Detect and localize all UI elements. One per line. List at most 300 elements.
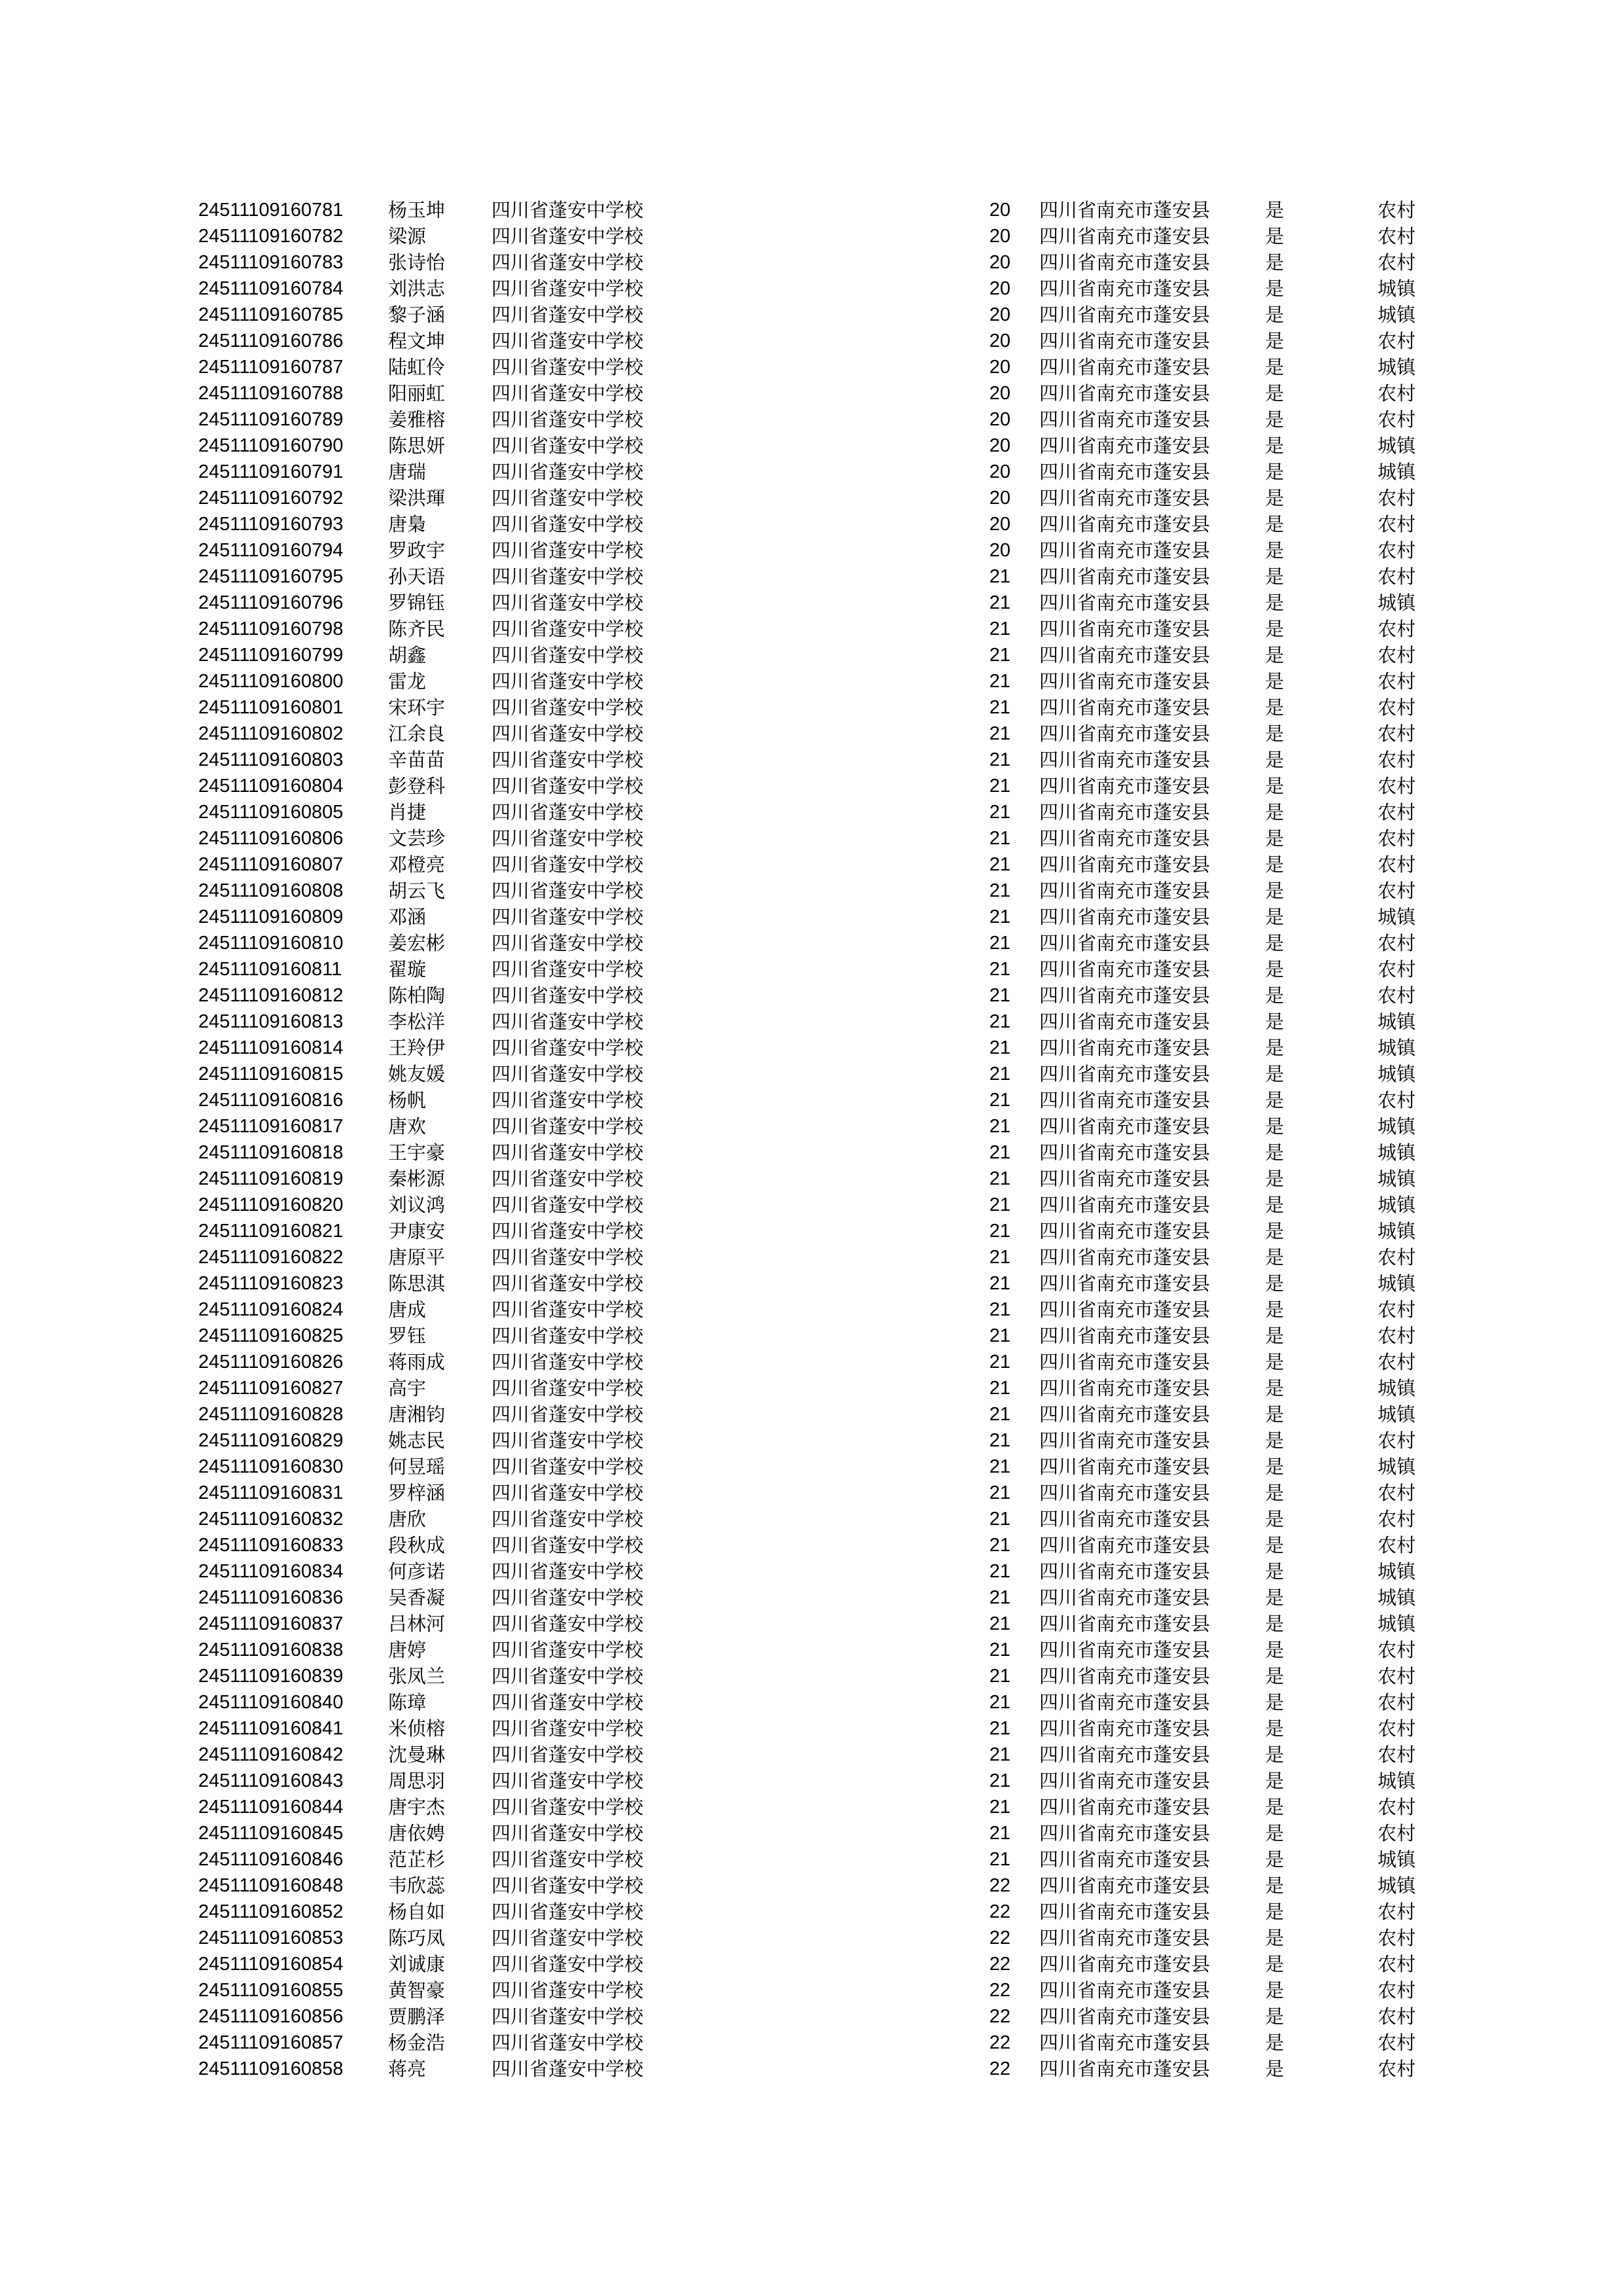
age-cell: 21 — [989, 880, 1010, 901]
age-cell: 21 — [989, 1797, 1010, 1818]
status-cell: 是 — [1265, 1979, 1285, 2001]
status-cell: 是 — [1265, 304, 1285, 326]
table-row — [198, 878, 1416, 904]
age-cell: 20 — [989, 435, 1010, 456]
age-cell: 21 — [989, 1352, 1010, 1372]
table-row — [198, 590, 1416, 616]
residence-type-cell: 农村 — [1377, 1901, 1416, 1923]
student-name-cell: 何昱瑶 — [388, 1456, 446, 1478]
residence-type-cell: 农村 — [1377, 827, 1416, 850]
region-cell: 四川省南充市蓬安县 — [1039, 1796, 1211, 1818]
table-row — [198, 328, 1416, 354]
school-cell: 四川省蓬安中学校 — [491, 906, 644, 928]
status-cell: 是 — [1265, 2058, 1285, 2080]
residence-type-cell: 农村 — [1377, 199, 1416, 221]
region-cell: 四川省南充市蓬安县 — [1039, 278, 1211, 300]
status-cell: 是 — [1265, 1351, 1285, 1373]
residence-type-cell: 农村 — [1377, 330, 1416, 352]
school-cell: 四川省蓬安中学校 — [491, 801, 644, 823]
school-cell: 四川省蓬安中学校 — [491, 1429, 644, 1452]
exam-number-cell: 24511109160840 — [198, 1692, 344, 1713]
region-cell: 四川省南充市蓬安县 — [1039, 330, 1211, 352]
age-cell: 21 — [989, 1456, 1010, 1477]
school-cell: 四川省蓬安中学校 — [491, 1901, 644, 1923]
region-cell: 四川省南充市蓬安县 — [1039, 906, 1211, 928]
age-cell: 21 — [989, 1509, 1010, 1530]
student-name-cell: 蒋雨成 — [388, 1351, 446, 1373]
school-cell: 四川省蓬安中学校 — [491, 1246, 644, 1268]
status-cell: 是 — [1265, 723, 1285, 745]
student-name-cell: 雷龙 — [388, 670, 427, 692]
table-row — [198, 276, 1416, 302]
region-cell: 四川省南充市蓬安县 — [1039, 1613, 1211, 1635]
school-cell: 四川省蓬安中学校 — [491, 592, 644, 614]
school-cell: 四川省蓬安中学校 — [491, 618, 644, 640]
age-cell: 21 — [989, 1823, 1010, 1844]
region-cell: 四川省南充市蓬安县 — [1039, 932, 1211, 954]
student-name-cell: 吴香凝 — [388, 1587, 446, 1609]
student-name-cell: 唐欣 — [388, 1508, 427, 1530]
residence-type-cell: 农村 — [1377, 1299, 1416, 1321]
residence-type-cell: 城镇 — [1377, 1220, 1416, 1242]
school-cell: 四川省蓬安中学校 — [491, 356, 644, 378]
table-row — [198, 1977, 1416, 2003]
age-cell: 21 — [989, 645, 1010, 666]
table-row — [198, 197, 1416, 223]
region-cell: 四川省南充市蓬安县 — [1039, 304, 1211, 326]
exam-number-cell: 24511109160796 — [198, 592, 344, 613]
table-row — [198, 668, 1416, 694]
age-cell: 21 — [989, 1064, 1010, 1085]
exam-number-cell: 24511109160792 — [198, 488, 344, 509]
table-row — [198, 1218, 1416, 1244]
student-name-cell: 唐欢 — [388, 1115, 427, 1138]
school-cell: 四川省蓬安中学校 — [491, 2032, 644, 2054]
student-name-cell: 陈璋 — [388, 1691, 427, 1713]
region-cell: 四川省南充市蓬安县 — [1039, 1403, 1211, 1426]
exam-number-cell: 24511109160825 — [198, 1325, 344, 1346]
residence-type-cell: 农村 — [1377, 1325, 1416, 1347]
student-name-cell: 尹康安 — [388, 1220, 446, 1242]
status-cell: 是 — [1265, 1796, 1285, 1818]
student-name-cell: 唐瑞 — [388, 461, 427, 483]
age-cell: 20 — [989, 488, 1010, 509]
exam-number-cell: 24511109160839 — [198, 1666, 344, 1687]
school-cell: 四川省蓬安中学校 — [491, 278, 644, 300]
status-cell: 是 — [1265, 1587, 1285, 1609]
residence-type-cell: 农村 — [1377, 539, 1416, 562]
status-cell: 是 — [1265, 670, 1285, 692]
table-row — [198, 721, 1416, 747]
exam-number-cell: 24511109160788 — [198, 383, 344, 404]
exam-number-cell: 24511109160855 — [198, 1980, 344, 2001]
age-cell: 22 — [989, 2006, 1010, 2027]
residence-type-cell: 城镇 — [1377, 1011, 1416, 1033]
region-cell: 四川省南充市蓬安县 — [1039, 1848, 1211, 1871]
residence-type-cell: 农村 — [1377, 853, 1416, 876]
region-cell: 四川省南充市蓬安县 — [1039, 880, 1211, 902]
status-cell: 是 — [1265, 749, 1285, 771]
school-cell: 四川省蓬安中学校 — [491, 1665, 644, 1687]
residence-type-cell: 城镇 — [1377, 1848, 1416, 1871]
student-name-cell: 陈齐民 — [388, 618, 446, 640]
school-cell: 四川省蓬安中学校 — [491, 539, 644, 562]
region-cell: 四川省南充市蓬安县 — [1039, 539, 1211, 562]
region-cell: 四川省南充市蓬安县 — [1039, 1272, 1211, 1295]
region-cell: 四川省南充市蓬安县 — [1039, 1115, 1211, 1138]
exam-number-cell: 24511109160784 — [198, 278, 344, 299]
school-cell: 四川省蓬安中学校 — [491, 827, 644, 850]
residence-type-cell: 城镇 — [1377, 1403, 1416, 1426]
age-cell: 21 — [989, 1430, 1010, 1451]
age-cell: 22 — [989, 2032, 1010, 2053]
table-row — [198, 1846, 1416, 1873]
region-cell: 四川省南充市蓬安县 — [1039, 565, 1211, 588]
student-name-cell: 段秋成 — [388, 1534, 446, 1556]
table-row — [198, 773, 1416, 799]
exam-number-cell: 24511109160856 — [198, 2006, 344, 2027]
residence-type-cell: 农村 — [1377, 1822, 1416, 1844]
student-name-cell: 宋环宇 — [388, 696, 446, 719]
exam-number-cell: 24511109160804 — [198, 776, 344, 797]
region-cell: 四川省南充市蓬安县 — [1039, 592, 1211, 614]
exam-number-cell: 24511109160819 — [198, 1168, 344, 1189]
age-cell: 21 — [989, 1142, 1010, 1163]
region-cell: 四川省南充市蓬安县 — [1039, 2058, 1211, 2080]
region-cell: 四川省南充市蓬安县 — [1039, 199, 1211, 221]
table-row — [198, 511, 1416, 537]
status-cell: 是 — [1265, 1194, 1285, 1216]
age-cell: 21 — [989, 1090, 1010, 1111]
age-cell: 22 — [989, 1980, 1010, 2001]
student-name-cell: 沈曼琳 — [388, 1744, 446, 1766]
age-cell: 21 — [989, 1666, 1010, 1687]
region-cell: 四川省南充市蓬安县 — [1039, 618, 1211, 640]
status-cell: 是 — [1265, 1901, 1285, 1923]
student-name-cell: 彭登科 — [388, 775, 446, 797]
age-cell: 21 — [989, 1037, 1010, 1058]
student-name-cell: 孙天语 — [388, 565, 446, 588]
status-cell: 是 — [1265, 1508, 1285, 1530]
region-cell: 四川省南充市蓬安县 — [1039, 1508, 1211, 1530]
status-cell: 是 — [1265, 1115, 1285, 1138]
age-cell: 20 — [989, 304, 1010, 325]
status-cell: 是 — [1265, 199, 1285, 221]
student-name-cell: 唐宇杰 — [388, 1796, 446, 1818]
region-cell: 四川省南充市蓬安县 — [1039, 382, 1211, 404]
exam-number-cell: 24511109160817 — [198, 1116, 344, 1137]
student-name-cell: 米侦榕 — [388, 1717, 446, 1740]
student-name-cell: 刘洪志 — [388, 278, 446, 300]
status-cell: 是 — [1265, 1141, 1285, 1164]
exam-number-cell: 24511109160846 — [198, 1849, 344, 1870]
exam-number-cell: 24511109160810 — [198, 933, 344, 954]
residence-type-cell: 城镇 — [1377, 592, 1416, 614]
table-row — [198, 747, 1416, 773]
residence-type-cell: 农村 — [1377, 984, 1416, 1007]
exam-number-cell: 24511109160809 — [198, 906, 344, 927]
age-cell: 21 — [989, 1221, 1010, 1242]
residence-type-cell: 农村 — [1377, 513, 1416, 535]
student-name-cell: 高宇 — [388, 1377, 427, 1399]
region-cell: 四川省南充市蓬安县 — [1039, 1639, 1211, 1661]
region-cell: 四川省南充市蓬安县 — [1039, 487, 1211, 509]
residence-type-cell: 农村 — [1377, 1351, 1416, 1373]
table-row — [198, 1244, 1416, 1270]
student-name-cell: 罗钰 — [388, 1325, 427, 1347]
age-cell: 21 — [989, 1561, 1010, 1582]
age-cell: 21 — [989, 592, 1010, 613]
student-name-cell: 杨自如 — [388, 1901, 446, 1923]
status-cell: 是 — [1265, 775, 1285, 797]
student-name-cell: 杨玉坤 — [388, 199, 446, 221]
student-name-cell: 张凤兰 — [388, 1665, 446, 1687]
region-cell: 四川省南充市蓬安县 — [1039, 1744, 1211, 1766]
status-cell: 是 — [1265, 382, 1285, 404]
student-name-cell: 唐原平 — [388, 1246, 446, 1268]
student-name-cell: 刘议鸿 — [388, 1194, 446, 1216]
school-cell: 四川省蓬安中学校 — [491, 696, 644, 719]
student-name-cell: 陈思妍 — [388, 435, 446, 457]
residence-type-cell: 城镇 — [1377, 1037, 1416, 1059]
exam-number-cell: 24511109160822 — [198, 1247, 344, 1268]
table-row — [198, 1349, 1416, 1375]
region-cell: 四川省南充市蓬安县 — [1039, 670, 1211, 692]
region-cell: 四川省南充市蓬安县 — [1039, 1901, 1211, 1923]
residence-type-cell: 农村 — [1377, 382, 1416, 404]
region-cell: 四川省南充市蓬安县 — [1039, 1141, 1211, 1164]
region-cell: 四川省南充市蓬安县 — [1039, 1482, 1211, 1504]
table-row — [198, 1454, 1416, 1480]
exam-number-cell: 24511109160836 — [198, 1587, 344, 1608]
region-cell: 四川省南充市蓬安县 — [1039, 1299, 1211, 1321]
student-name-cell: 陈柏陶 — [388, 984, 446, 1007]
region-cell: 四川省南充市蓬安县 — [1039, 1927, 1211, 1949]
table-row — [198, 2030, 1416, 2056]
region-cell: 四川省南充市蓬安县 — [1039, 1194, 1211, 1216]
residence-type-cell: 农村 — [1377, 251, 1416, 274]
status-cell: 是 — [1265, 1874, 1285, 1897]
table-row — [198, 1087, 1416, 1113]
table-row — [198, 1323, 1416, 1349]
school-cell: 四川省蓬安中学校 — [491, 1691, 644, 1713]
table-row — [198, 564, 1416, 590]
table-row — [198, 799, 1416, 825]
table-row — [198, 956, 1416, 982]
residence-type-cell: 农村 — [1377, 932, 1416, 954]
table-row — [198, 1585, 1416, 1611]
residence-type-cell: 城镇 — [1377, 1194, 1416, 1216]
student-name-cell: 阳丽虹 — [388, 382, 446, 404]
region-cell: 四川省南充市蓬安县 — [1039, 1979, 1211, 2001]
status-cell: 是 — [1265, 1927, 1285, 1949]
student-name-cell: 文芸珍 — [388, 827, 446, 850]
table-row — [198, 1035, 1416, 1061]
student-name-cell: 周思羽 — [388, 1770, 446, 1792]
table-row — [198, 1506, 1416, 1532]
exam-number-cell: 24511109160823 — [198, 1273, 344, 1294]
status-cell: 是 — [1265, 461, 1285, 483]
residence-type-cell: 农村 — [1377, 1089, 1416, 1111]
school-cell: 四川省蓬安中学校 — [491, 1482, 644, 1504]
exam-number-cell: 24511109160837 — [198, 1613, 344, 1634]
table-row — [198, 459, 1416, 485]
status-cell: 是 — [1265, 592, 1285, 614]
status-cell: 是 — [1265, 1717, 1285, 1740]
table-row — [198, 1401, 1416, 1427]
student-name-cell: 姜雅榕 — [388, 408, 446, 431]
residence-type-cell: 农村 — [1377, 1534, 1416, 1556]
age-cell: 21 — [989, 723, 1010, 744]
residence-type-cell: 农村 — [1377, 1639, 1416, 1661]
residence-type-cell: 农村 — [1377, 487, 1416, 509]
residence-type-cell: 城镇 — [1377, 435, 1416, 457]
status-cell: 是 — [1265, 618, 1285, 640]
exam-number-cell: 24511109160789 — [198, 409, 344, 430]
student-name-cell: 黎子涵 — [388, 304, 446, 326]
student-name-cell: 肖捷 — [388, 801, 427, 823]
school-cell: 四川省蓬安中学校 — [491, 251, 644, 274]
region-cell: 四川省南充市蓬安县 — [1039, 827, 1211, 850]
status-cell: 是 — [1265, 1953, 1285, 1975]
exam-number-cell: 24511109160783 — [198, 252, 344, 273]
table-row — [198, 1925, 1416, 1951]
age-cell: 21 — [989, 1482, 1010, 1503]
school-cell: 四川省蓬安中学校 — [491, 1220, 644, 1242]
region-cell: 四川省南充市蓬安县 — [1039, 1063, 1211, 1085]
exam-number-cell: 24511109160814 — [198, 1037, 344, 1058]
region-cell: 四川省南充市蓬安县 — [1039, 513, 1211, 535]
table-row — [198, 1113, 1416, 1139]
region-cell: 四川省南充市蓬安县 — [1039, 1089, 1211, 1111]
exam-number-cell: 24511109160844 — [198, 1797, 344, 1818]
school-cell: 四川省蓬安中学校 — [491, 723, 644, 745]
school-cell: 四川省蓬安中学校 — [491, 1534, 644, 1556]
region-cell: 四川省南充市蓬安县 — [1039, 853, 1211, 876]
student-name-cell: 胡云飞 — [388, 880, 446, 902]
status-cell: 是 — [1265, 1534, 1285, 1556]
exam-number-cell: 24511109160842 — [198, 1744, 344, 1765]
residence-type-cell: 农村 — [1377, 880, 1416, 902]
student-name-cell: 唐依娉 — [388, 1822, 446, 1844]
residence-type-cell: 农村 — [1377, 2005, 1416, 2028]
school-cell: 四川省蓬安中学校 — [491, 932, 644, 954]
school-cell: 四川省蓬安中学校 — [491, 670, 644, 692]
status-cell: 是 — [1265, 827, 1285, 850]
school-cell: 四川省蓬安中学校 — [491, 2005, 644, 2028]
exam-number-cell: 24511109160786 — [198, 331, 344, 351]
school-cell: 四川省蓬安中学校 — [491, 435, 644, 457]
region-cell: 四川省南充市蓬安县 — [1039, 723, 1211, 745]
exam-number-cell: 24511109160785 — [198, 304, 344, 325]
region-cell: 四川省南充市蓬安县 — [1039, 749, 1211, 771]
status-cell: 是 — [1265, 1744, 1285, 1766]
student-name-cell: 陆虹伶 — [388, 356, 446, 378]
table-row — [198, 694, 1416, 721]
residence-type-cell: 农村 — [1377, 1717, 1416, 1740]
school-cell: 四川省蓬安中学校 — [491, 749, 644, 771]
status-cell: 是 — [1265, 1639, 1285, 1661]
region-cell: 四川省南充市蓬安县 — [1039, 1953, 1211, 1975]
school-cell: 四川省蓬安中学校 — [491, 1560, 644, 1583]
residence-type-cell: 城镇 — [1377, 278, 1416, 300]
residence-type-cell: 农村 — [1377, 1796, 1416, 1818]
residence-type-cell: 农村 — [1377, 1665, 1416, 1687]
table-row — [198, 1009, 1416, 1035]
residence-type-cell: 城镇 — [1377, 1874, 1416, 1897]
table-row — [198, 380, 1416, 406]
age-cell: 22 — [989, 2058, 1010, 2079]
residence-type-cell: 农村 — [1377, 618, 1416, 640]
status-cell: 是 — [1265, 408, 1285, 431]
age-cell: 22 — [989, 1875, 1010, 1896]
residence-type-cell: 农村 — [1377, 1744, 1416, 1766]
school-cell: 四川省蓬安中学校 — [491, 1351, 644, 1373]
residence-type-cell: 农村 — [1377, 2032, 1416, 2054]
school-cell: 四川省蓬安中学校 — [491, 1848, 644, 1871]
region-cell: 四川省南充市蓬安县 — [1039, 1246, 1211, 1268]
student-name-cell: 唐婷 — [388, 1639, 427, 1661]
school-cell: 四川省蓬安中学校 — [491, 199, 644, 221]
table-row — [198, 1427, 1416, 1454]
status-cell: 是 — [1265, 1691, 1285, 1713]
residence-type-cell: 农村 — [1377, 1979, 1416, 2001]
status-cell: 是 — [1265, 1246, 1285, 1268]
school-cell: 四川省蓬安中学校 — [491, 2058, 644, 2080]
student-name-cell: 唐成 — [388, 1299, 427, 1321]
table-row — [198, 852, 1416, 878]
age-cell: 20 — [989, 252, 1010, 273]
table-row — [198, 1297, 1416, 1323]
school-cell: 四川省蓬安中学校 — [491, 775, 644, 797]
school-cell: 四川省蓬安中学校 — [491, 1822, 644, 1844]
table-row — [198, 406, 1416, 433]
residence-type-cell: 城镇 — [1377, 1272, 1416, 1295]
student-name-cell: 姜宏彬 — [388, 932, 446, 954]
table-row — [198, 982, 1416, 1009]
table-row — [198, 485, 1416, 511]
table-row — [198, 1637, 1416, 1663]
region-cell: 四川省南充市蓬安县 — [1039, 251, 1211, 274]
student-name-cell: 程文坤 — [388, 330, 446, 352]
age-cell: 21 — [989, 933, 1010, 954]
exam-number-cell: 24511109160821 — [198, 1221, 344, 1242]
school-cell: 四川省蓬安中学校 — [491, 853, 644, 876]
school-cell: 四川省蓬安中学校 — [491, 1639, 644, 1661]
status-cell: 是 — [1265, 932, 1285, 954]
school-cell: 四川省蓬安中学校 — [491, 1456, 644, 1478]
status-cell: 是 — [1265, 644, 1285, 666]
table-row — [198, 2003, 1416, 2030]
region-cell: 四川省南充市蓬安县 — [1039, 1665, 1211, 1687]
table-row — [198, 642, 1416, 668]
exam-number-cell: 24511109160803 — [198, 749, 344, 770]
residence-type-cell: 农村 — [1377, 1246, 1416, 1268]
status-cell: 是 — [1265, 1220, 1285, 1242]
table-row — [198, 616, 1416, 642]
table-row — [198, 1139, 1416, 1166]
exam-number-cell: 24511109160853 — [198, 1928, 344, 1948]
age-cell: 20 — [989, 461, 1010, 482]
residence-type-cell: 农村 — [1377, 1953, 1416, 1975]
exam-number-cell: 24511109160802 — [198, 723, 344, 744]
region-cell: 四川省南充市蓬安县 — [1039, 1534, 1211, 1556]
age-cell: 21 — [989, 1247, 1010, 1268]
status-cell: 是 — [1265, 565, 1285, 588]
exam-number-cell: 24511109160832 — [198, 1509, 344, 1530]
school-cell: 四川省蓬安中学校 — [491, 565, 644, 588]
table-row — [198, 1166, 1416, 1192]
